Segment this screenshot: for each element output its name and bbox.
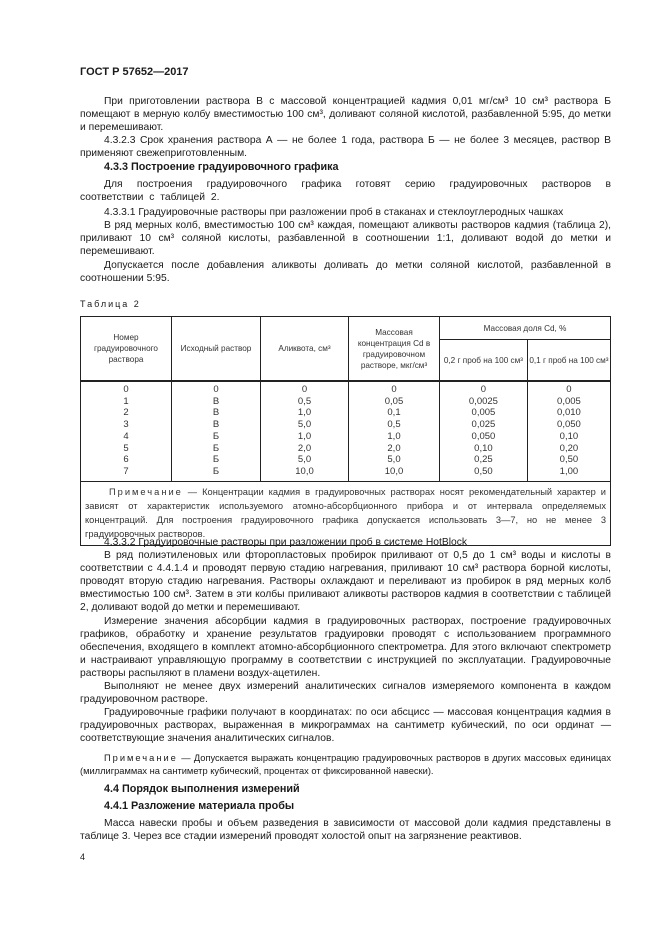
section-heading: 4.4.1 Разложение материала пробы	[104, 800, 295, 812]
note-text: — Допускается выражать концентрацию градуировочных растворов в других массовых единицах (миллиграммах на сантиметр кубический, процентах от фиксированной навески).	[80, 753, 611, 776]
table-cell: 1,0	[261, 431, 349, 443]
table-row	[81, 431, 611, 443]
paragraph: Масса навески пробы и объем разведения в зависимости от массовой доли кадмия представлены в таблице 3. Через все стадии измерений проводят холостой опыт на загрязнение реактивов.	[80, 818, 611, 842]
document-header: ГОСТ Р 57652—2017	[80, 66, 189, 78]
column-header: 0,1 г проб на 100 см³	[527, 340, 610, 382]
table-cell: 1,0	[261, 407, 349, 419]
table-cell: 0,005	[527, 396, 610, 408]
column-header: Аликвота, см³	[261, 317, 349, 382]
table-cell: 0	[349, 381, 440, 396]
table-cell: 2	[81, 407, 172, 419]
table-cell: Б	[172, 431, 261, 443]
table-cell: 0	[261, 381, 349, 396]
paragraph: 4.3.2.3 Срок хранения раствора А — не более 1 года, раствора Б — не более 3 месяцев, раствор В применяют свежеприготовленным.	[80, 135, 611, 159]
table-cell: 0,050	[527, 419, 610, 431]
note	[80, 752, 611, 778]
column-header: 0,2 г проб на 100 см³	[440, 340, 528, 382]
paragraph: Для построения градуировочного графика готовят серию градуировочных растворов в соответствии с таблицей 2.	[80, 179, 611, 203]
table-cell: 0,05	[349, 396, 440, 408]
section-heading: 4.3.3 Построение градуировочного графика	[104, 161, 339, 173]
paragraph: Градуировочные графики получают в координатах: по оси абсцисс — массовая концентрация кадмия в градуировочных растворах, выраженная в микрограммах на сантиметр кубический, по оси ординат — соответствующие значения аналитических сигналов.	[80, 707, 611, 744]
table-cell: 0,50	[440, 466, 528, 481]
note-label: Примечание	[109, 486, 183, 497]
table-cell: 0,20	[527, 443, 610, 455]
table-cell: 0	[172, 381, 261, 396]
table-cell: 0	[81, 381, 172, 396]
table-cell: Б	[172, 454, 261, 466]
table-cell: 0,005	[440, 407, 528, 419]
column-header: Номер градуировочного раствора	[81, 317, 172, 382]
table-cell: 4	[81, 431, 172, 443]
table-cell: 5,0	[261, 454, 349, 466]
table-row	[81, 443, 611, 455]
table-cell: 0,025	[440, 419, 528, 431]
table-cell: 5,0	[261, 419, 349, 431]
section-heading: 4.4 Порядок выполнения измерений	[104, 783, 300, 795]
paragraph: В ряд полиэтиленовых или фторопластовых пробирок приливают от 0,5 до 1 см³ воды и кислоты в соответствии с 4.4.1.4 и проводят первую стадию нагревания, приливают 10 см³ раствора борной кислоты, проводят вторую стадию нагревания. Растворы охлаждают и переливают из пробирок в ряд мерных колб вместимостью 100 см³. Затем в эти колбы приливают аликвоты растворов кадмия в соответствии с таблицей 2, доливают водой до метки и перемешивают.	[80, 550, 611, 613]
table-cell: 0	[527, 381, 610, 396]
table-cell: Б	[172, 443, 261, 455]
paragraph: Измерение значения абсорбции кадмия в градуировочных растворах, построение градуировочных графиков, обработку и хранение результатов градуировки проводят с использованием программного обеспечения, входящего в комплект атомно-абсорбционного спектрометра. Для этого включают спектрометр и настраивают управляющую программу в соответствии с инструкцией по эксплуатации. Градуировочные растворы распыляют в пламени воздух-ацетилен.	[80, 616, 611, 679]
table-cell: 0,25	[440, 454, 528, 466]
table-cell: 2,0	[349, 443, 440, 455]
table-cell: 1	[81, 396, 172, 408]
table-row	[81, 454, 611, 466]
table-cell: 10,0	[349, 466, 440, 481]
column-header: Массовая концентрация Cd в градуировочном растворе, мкг/см³	[349, 317, 440, 382]
table-cell: 3	[81, 419, 172, 431]
column-header: Исходный раствор	[172, 317, 261, 382]
table-cell: 1,00	[527, 466, 610, 481]
note-label: Примечание	[104, 753, 178, 763]
table-caption: Таблица 2	[80, 299, 141, 309]
page-number: 4	[80, 852, 86, 862]
table-cell: 0,1	[349, 407, 440, 419]
table-cell: 7	[81, 466, 172, 481]
table-cell: В	[172, 396, 261, 408]
table-row	[81, 407, 611, 419]
paragraph: Выполняют не менее двух измерений аналитических сигналов измеряемого компонента в каждом градуировочном растворе.	[80, 681, 611, 705]
table-cell: 0,5	[261, 396, 349, 408]
table-cell: 0,10	[440, 443, 528, 455]
table-cell: 0,10	[527, 431, 610, 443]
table-cell: 2,0	[261, 443, 349, 455]
table-cell: 0,0025	[440, 396, 528, 408]
table-cell: 1,0	[349, 431, 440, 443]
paragraph: При приготовлении раствора В с массовой концентрацией кадмия 0,01 мг/см³ 10 см³ раствора Б помещают в мерную колбу вместимостью 100 см³, доливают соляной кислотой, разбавленной 5:95, до метки и перемешивают.	[80, 96, 611, 133]
table-cell: 10,0	[261, 466, 349, 481]
table-row	[81, 381, 611, 396]
table-row	[81, 396, 611, 408]
column-header: Массовая доля Cd, %	[440, 317, 611, 340]
paragraph: В ряд мерных колб, вместимостью 100 см³ каждая, помещают аликвоты растворов кадмия (таблица 2), приливают 10 см³ соляной кислоты, разбавленной в соотношении 1:1, доливают водой до метки и перемешивают.	[80, 220, 611, 257]
table-cell: 0,50	[527, 454, 610, 466]
table-cell: 6	[81, 454, 172, 466]
paragraph: 4.3.3.1 Градуировочные растворы при разложении проб в стаканах и стеклоуглеродных чашках	[104, 207, 564, 218]
table-cell: 0,010	[527, 407, 610, 419]
paragraph: Допускается после добавления аликвоты доливать до метки соляной кислотой, разбавленной в соотношении 5:95.	[80, 260, 611, 284]
table-cell: 0	[440, 381, 528, 396]
table-cell: В	[172, 419, 261, 431]
calibration-table	[80, 316, 611, 546]
table-cell: Б	[172, 466, 261, 481]
table-row	[81, 466, 611, 481]
table-cell: 5,0	[349, 454, 440, 466]
table-cell: 0,5	[349, 419, 440, 431]
table-row	[81, 419, 611, 431]
paragraph: 4.3.3.2 Градуировочные растворы при разложении проб в системе HotBlock	[104, 537, 468, 548]
table-cell: В	[172, 407, 261, 419]
table-cell: 0,050	[440, 431, 528, 443]
table-cell: 5	[81, 443, 172, 455]
note-text: — Концентрации кадмия в градуировочных растворах носят рекомендательный характер и зависят от характеристик используемого атомно-абсорбционного прибора и от интервала определяемых концентраций. Для построения градуировочного графика допускается использовать 3—7, но не менее 3 градуировочных растворов.	[85, 486, 606, 539]
